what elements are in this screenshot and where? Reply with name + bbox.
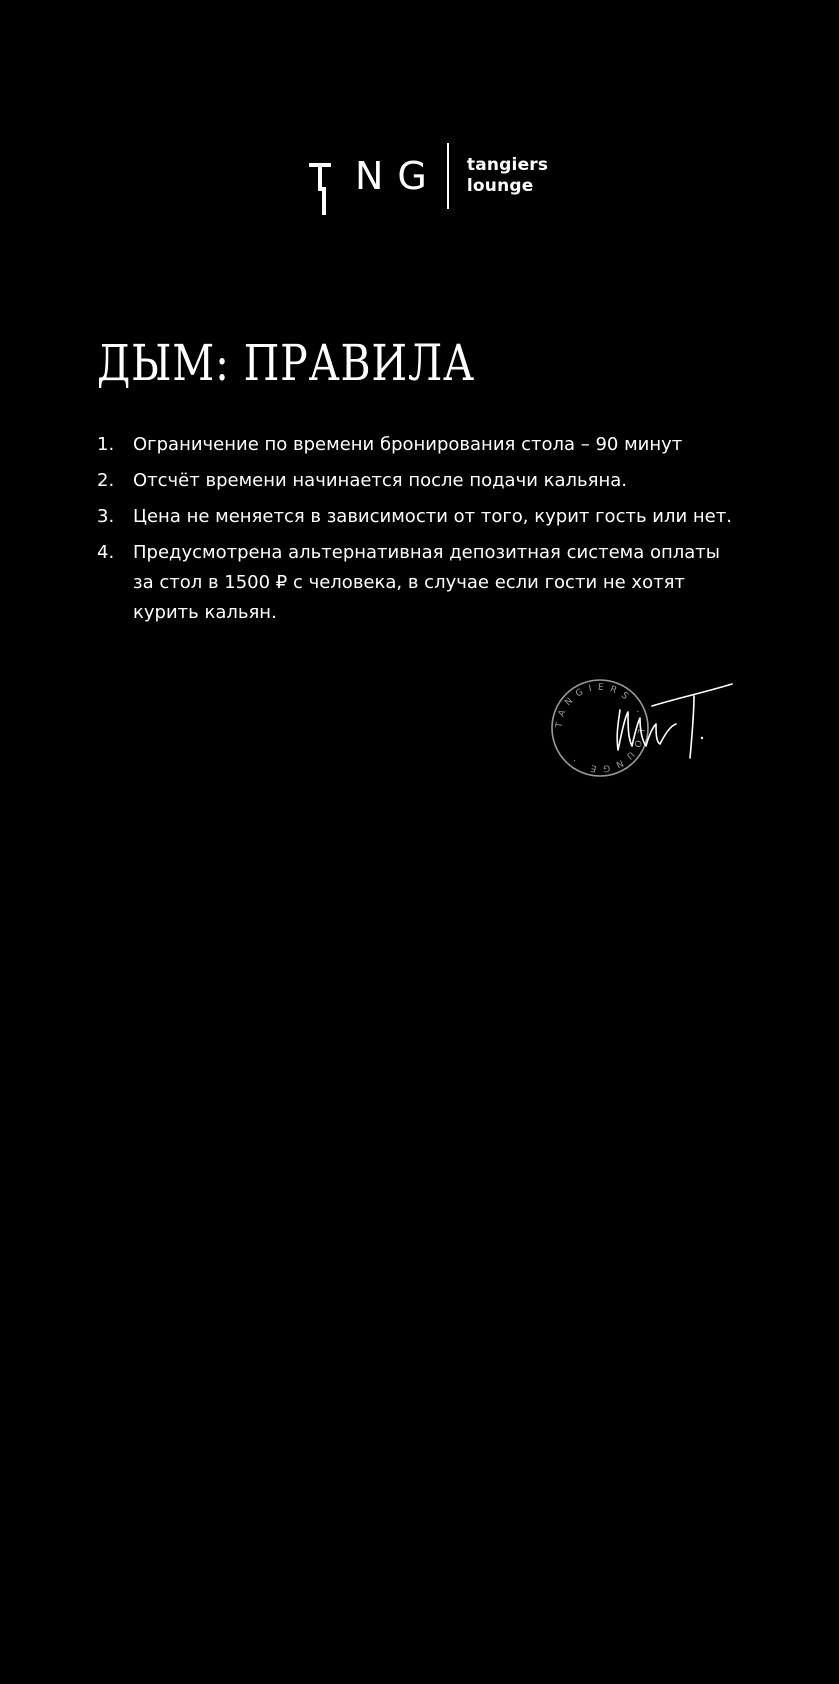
rule-text-line: Ограничение по времени бронирования стола – 90 минут [133, 434, 683, 455]
rule-number: 3. [97, 506, 115, 527]
rule-number: 2. [97, 470, 115, 491]
logo-line-2: lounge [466, 176, 534, 196]
stamp-ring [552, 680, 648, 776]
page-title: ДЫМ: ПРАВИЛА [97, 334, 475, 392]
rule-text [133, 430, 737, 460]
rule-text [133, 502, 737, 532]
rule-text-line: Цена не меняется в зависимости от того, курит гость или нет. [133, 506, 732, 527]
rule-text-line: Предусмотрена альтернативная депозитная система оплаты [133, 542, 720, 563]
logo-mark-letters: NG [355, 154, 441, 198]
rule-item [97, 466, 737, 496]
rule-number: 1. [97, 434, 115, 455]
rule-text [133, 466, 737, 496]
logo-divider [447, 143, 449, 209]
logo-line-1: tangiers [466, 155, 549, 175]
logo-mark [309, 154, 441, 198]
rule-text-line: курить кальян. [133, 602, 277, 623]
rule-text [133, 538, 737, 628]
logo-wordmark [467, 155, 548, 197]
rule-text-line: Отсчёт времени начинается после подачи кальяна. [133, 470, 628, 491]
rule-number: 4. [97, 542, 115, 563]
rule-item [97, 502, 737, 532]
stamp-and-signature [548, 672, 738, 782]
rule-item [97, 538, 737, 628]
logo-t-glyph-icon [309, 161, 339, 191]
brand-logo [309, 142, 548, 210]
signature-stroke-t [652, 684, 732, 758]
stamp-text: TANGIERS · LOUNGE · [554, 682, 646, 774]
stamp-signature-graphic [548, 672, 738, 782]
signature-dot [701, 737, 703, 739]
rules-list [97, 430, 737, 634]
rule-item [97, 430, 737, 460]
rule-text-line: за стол в 1500 ₽ с человека, в случае если гости не хотят [133, 572, 685, 593]
